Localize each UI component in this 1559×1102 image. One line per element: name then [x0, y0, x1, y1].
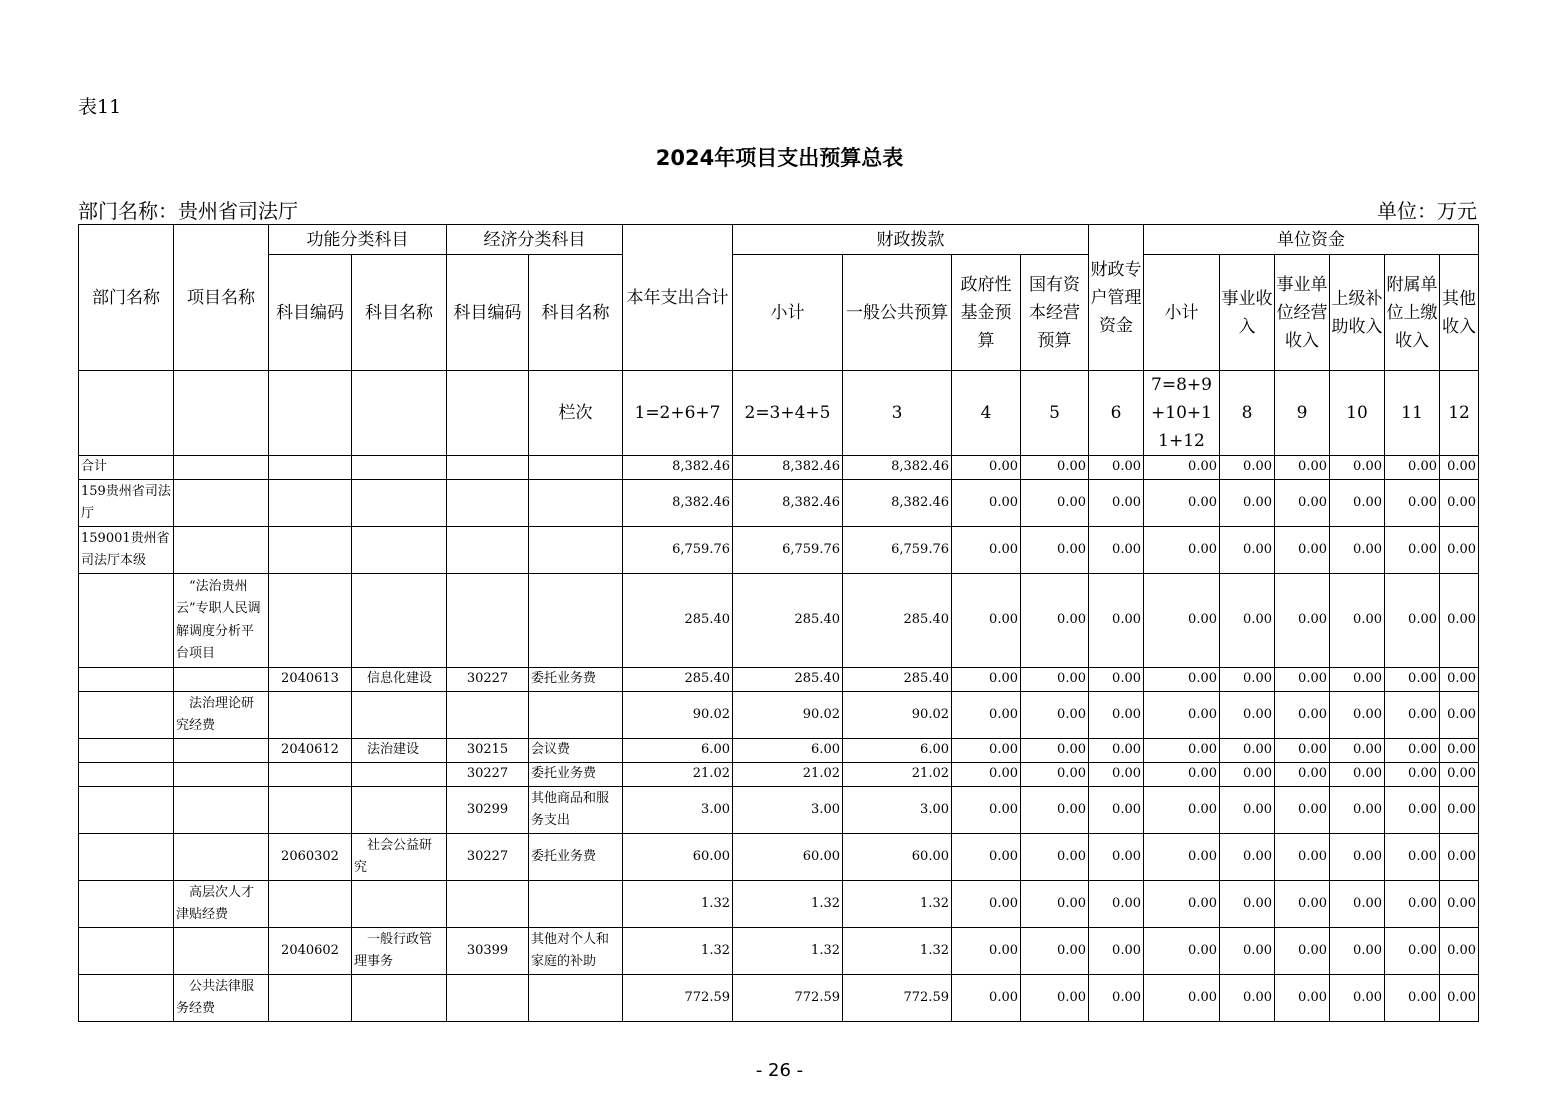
project-cell	[174, 480, 269, 527]
header-general-budget: 一般公共预算	[843, 255, 952, 371]
header-dept-name: 部门名称	[79, 225, 174, 371]
header-fiscal-special: 财政专户管理资金	[1089, 225, 1144, 371]
col-no-9: 9	[1275, 371, 1330, 456]
func-code-cell	[269, 574, 352, 668]
dept-cell	[79, 739, 174, 763]
header-func-name: 科目名称	[352, 255, 447, 371]
econ-code-cell	[447, 480, 529, 527]
amount-cell: 772.59	[733, 975, 843, 1022]
amount-cell: 0.00	[1275, 763, 1330, 787]
table-row	[79, 763, 1479, 787]
amount-cell: 0.00	[1385, 527, 1440, 574]
func-name-cell	[352, 881, 447, 928]
table-row	[79, 928, 1479, 975]
amount-cell: 6.00	[843, 739, 952, 763]
header-unit-funds: 单位资金	[1144, 225, 1479, 255]
econ-name-cell	[529, 975, 623, 1022]
amount-cell: 0.00	[1220, 527, 1275, 574]
amount-cell: 0.00	[1385, 480, 1440, 527]
col-no-12: 12	[1440, 371, 1479, 456]
econ-code-cell: 30227	[447, 834, 529, 881]
amount-cell: 1.32	[733, 928, 843, 975]
header-econ-class: 经济分类科目	[447, 225, 623, 255]
amount-cell: 3.00	[733, 787, 843, 834]
amount-cell: 0.00	[1275, 787, 1330, 834]
econ-name-cell: 其他对个人和家庭的补助	[529, 928, 623, 975]
amount-cell: 0.00	[1220, 574, 1275, 668]
econ-name-cell: 委托业务费	[529, 834, 623, 881]
table-row	[79, 668, 1479, 692]
amount-cell: 8,382.46	[623, 480, 733, 527]
func-code-cell	[269, 881, 352, 928]
func-code-cell	[269, 763, 352, 787]
func-name-cell	[352, 763, 447, 787]
amount-cell: 6.00	[623, 739, 733, 763]
amount-cell: 0.00	[1089, 456, 1144, 480]
amount-cell: 0.00	[952, 480, 1021, 527]
amount-cell: 0.00	[1021, 834, 1089, 881]
col-no-blank	[447, 371, 529, 456]
func-code-cell	[269, 527, 352, 574]
header-econ-name: 科目名称	[529, 255, 623, 371]
project-cell: “法治贵州云”专职人民调解调度分析平台项目	[174, 574, 269, 668]
header-superior-subsidy: 上级补助收入	[1330, 255, 1385, 371]
table-row	[79, 574, 1479, 668]
dept-cell: 合计	[79, 456, 174, 480]
func-name-cell: 法治建设	[352, 739, 447, 763]
amount-cell: 0.00	[952, 692, 1021, 739]
amount-cell: 0.00	[1089, 763, 1144, 787]
amount-cell: 0.00	[1385, 574, 1440, 668]
header-state-capital: 国有资本经营预算	[1021, 255, 1089, 371]
amount-cell: 0.00	[1220, 787, 1275, 834]
amount-cell: 0.00	[1220, 881, 1275, 928]
amount-cell: 0.00	[1220, 668, 1275, 692]
amount-cell: 0.00	[1220, 928, 1275, 975]
col-no-1: 1=2+6+7	[623, 371, 733, 456]
econ-name-cell	[529, 574, 623, 668]
amount-cell: 60.00	[843, 834, 952, 881]
econ-code-cell: 30399	[447, 928, 529, 975]
amount-cell: 0.00	[952, 668, 1021, 692]
amount-cell: 0.00	[1089, 692, 1144, 739]
amount-cell: 0.00	[1330, 480, 1385, 527]
func-name-cell: 信息化建设	[352, 668, 447, 692]
econ-name-cell	[529, 480, 623, 527]
econ-name-cell: 其他商品和服务支出	[529, 787, 623, 834]
department-label: 部门名称：贵州省司法厅	[78, 199, 298, 223]
amount-cell: 772.59	[843, 975, 952, 1022]
amount-cell: 0.00	[1021, 928, 1089, 975]
amount-cell: 0.00	[1330, 692, 1385, 739]
func-name-cell	[352, 456, 447, 480]
amount-cell: 0.00	[1330, 456, 1385, 480]
amount-cell: 0.00	[1275, 527, 1330, 574]
amount-cell: 0.00	[1440, 787, 1479, 834]
project-cell	[174, 928, 269, 975]
amount-cell: 6,759.76	[843, 527, 952, 574]
amount-cell: 0.00	[1021, 480, 1089, 527]
amount-cell: 0.00	[1021, 527, 1089, 574]
func-code-cell: 2040612	[269, 739, 352, 763]
dept-cell	[79, 574, 174, 668]
func-code-cell	[269, 480, 352, 527]
amount-cell: 0.00	[1021, 787, 1089, 834]
amount-cell: 0.00	[1144, 763, 1220, 787]
col-no-11: 11	[1385, 371, 1440, 456]
econ-code-cell: 30227	[447, 763, 529, 787]
project-cell	[174, 787, 269, 834]
amount-cell: 285.40	[623, 574, 733, 668]
project-cell: 高层次人才津贴经费	[174, 881, 269, 928]
econ-code-cell	[447, 456, 529, 480]
amount-cell: 0.00	[1144, 739, 1220, 763]
amount-cell: 0.00	[1220, 834, 1275, 881]
amount-cell: 0.00	[1440, 834, 1479, 881]
amount-cell: 0.00	[1440, 881, 1479, 928]
func-code-cell	[269, 692, 352, 739]
amount-cell: 0.00	[1089, 739, 1144, 763]
col-no-4: 4	[952, 371, 1021, 456]
amount-cell: 0.00	[1330, 975, 1385, 1022]
page-number: - 26 -	[755, 1060, 804, 1081]
amount-cell: 0.00	[952, 975, 1021, 1022]
dept-cell	[79, 787, 174, 834]
func-name-cell	[352, 527, 447, 574]
amount-cell: 0.00	[1089, 574, 1144, 668]
econ-name-cell: 委托业务费	[529, 668, 623, 692]
amount-cell: 0.00	[1089, 787, 1144, 834]
amount-cell: 8,382.46	[843, 480, 952, 527]
header-gov-fund: 政府性基金预算	[952, 255, 1021, 371]
col-no-blank	[352, 371, 447, 456]
amount-cell: 0.00	[1021, 739, 1089, 763]
dept-cell	[79, 692, 174, 739]
col-no-blank	[174, 371, 269, 456]
amount-cell: 0.00	[1220, 456, 1275, 480]
amount-cell: 0.00	[1275, 574, 1330, 668]
amount-cell: 0.00	[1385, 763, 1440, 787]
econ-name-cell	[529, 692, 623, 739]
amount-cell: 0.00	[1275, 975, 1330, 1022]
amount-cell: 0.00	[1144, 928, 1220, 975]
col-no-6: 6	[1089, 371, 1144, 456]
amount-cell: 0.00	[1330, 574, 1385, 668]
table-row	[79, 881, 1479, 928]
amount-cell: 0.00	[1220, 480, 1275, 527]
header-func-code: 科目编码	[269, 255, 352, 371]
amount-cell: 0.00	[1089, 975, 1144, 1022]
budget-table	[78, 224, 1479, 1022]
amount-cell: 0.00	[1440, 480, 1479, 527]
amount-cell: 0.00	[1385, 787, 1440, 834]
amount-cell: 0.00	[1021, 692, 1089, 739]
amount-cell: 0.00	[1220, 763, 1275, 787]
amount-cell: 1.32	[733, 881, 843, 928]
amount-cell: 0.00	[1330, 527, 1385, 574]
amount-cell: 0.00	[1021, 975, 1089, 1022]
amount-cell: 21.02	[623, 763, 733, 787]
project-cell	[174, 834, 269, 881]
amount-cell: 0.00	[1275, 692, 1330, 739]
econ-code-cell	[447, 527, 529, 574]
amount-cell: 0.00	[1385, 668, 1440, 692]
table-row	[79, 834, 1479, 881]
amount-cell: 0.00	[1275, 480, 1330, 527]
func-code-cell	[269, 787, 352, 834]
amount-cell: 0.00	[952, 881, 1021, 928]
dept-cell	[79, 763, 174, 787]
header-other-income: 其他收入	[1440, 255, 1479, 371]
amount-cell: 0.00	[1089, 480, 1144, 527]
amount-cell: 0.00	[1330, 668, 1385, 692]
project-cell	[174, 527, 269, 574]
func-name-cell: 社会公益研究	[352, 834, 447, 881]
amount-cell: 0.00	[1385, 692, 1440, 739]
dept-cell	[79, 881, 174, 928]
header-fiscal: 财政拨款	[733, 225, 1089, 255]
econ-code-cell	[447, 881, 529, 928]
amount-cell: 0.00	[1440, 456, 1479, 480]
func-name-cell	[352, 480, 447, 527]
amount-cell: 0.00	[1440, 527, 1479, 574]
table-row	[79, 975, 1479, 1022]
amount-cell: 0.00	[952, 527, 1021, 574]
amount-cell: 3.00	[623, 787, 733, 834]
amount-cell: 3.00	[843, 787, 952, 834]
header-func-class: 功能分类科目	[269, 225, 447, 255]
amount-cell: 0.00	[1275, 928, 1330, 975]
amount-cell: 285.40	[733, 574, 843, 668]
amount-cell: 0.00	[1440, 739, 1479, 763]
project-cell	[174, 763, 269, 787]
amount-cell: 0.00	[1275, 881, 1330, 928]
econ-name-cell: 委托业务费	[529, 763, 623, 787]
econ-code-cell	[447, 574, 529, 668]
amount-cell: 0.00	[952, 456, 1021, 480]
col-no-blank	[269, 371, 352, 456]
col-no-3: 3	[843, 371, 952, 456]
func-name-cell	[352, 787, 447, 834]
amount-cell: 0.00	[1275, 456, 1330, 480]
table-row	[79, 739, 1479, 763]
amount-cell: 0.00	[1089, 834, 1144, 881]
header-econ-code: 科目编码	[447, 255, 529, 371]
econ-name-cell	[529, 527, 623, 574]
amount-cell: 0.00	[1440, 975, 1479, 1022]
amount-cell: 8,382.46	[733, 480, 843, 527]
econ-name-cell: 会议费	[529, 739, 623, 763]
header-project-name: 项目名称	[174, 225, 269, 371]
amount-cell: 0.00	[1385, 456, 1440, 480]
amount-cell: 90.02	[733, 692, 843, 739]
col-no-5: 5	[1021, 371, 1089, 456]
amount-cell: 0.00	[1089, 527, 1144, 574]
func-name-cell: 一般行政管理事务	[352, 928, 447, 975]
amount-cell: 60.00	[623, 834, 733, 881]
amount-cell: 772.59	[623, 975, 733, 1022]
amount-cell: 8,382.46	[843, 456, 952, 480]
amount-cell: 0.00	[1089, 668, 1144, 692]
func-code-cell	[269, 975, 352, 1022]
amount-cell: 0.00	[1144, 527, 1220, 574]
amount-cell: 1.32	[843, 928, 952, 975]
amount-cell: 0.00	[1385, 739, 1440, 763]
amount-cell: 0.00	[1440, 928, 1479, 975]
header-fiscal-subtotal: 小计	[733, 255, 843, 371]
amount-cell: 8,382.46	[623, 456, 733, 480]
header-total: 本年支出合计	[623, 225, 733, 371]
amount-cell: 21.02	[733, 763, 843, 787]
table-row	[79, 480, 1479, 527]
amount-cell: 0.00	[1330, 928, 1385, 975]
project-cell	[174, 668, 269, 692]
amount-cell: 285.40	[623, 668, 733, 692]
page-title: 2024年项目支出预算总表	[655, 146, 904, 170]
dept-cell: 159贵州省司法厅	[79, 480, 174, 527]
amount-cell: 0.00	[1021, 881, 1089, 928]
amount-cell: 0.00	[1144, 668, 1220, 692]
func-name-cell	[352, 975, 447, 1022]
amount-cell: 0.00	[1021, 456, 1089, 480]
amount-cell: 0.00	[1275, 668, 1330, 692]
func-code-cell: 2040613	[269, 668, 352, 692]
amount-cell: 0.00	[1385, 975, 1440, 1022]
table-row	[79, 527, 1479, 574]
amount-cell: 0.00	[1220, 692, 1275, 739]
econ-code-cell	[447, 975, 529, 1022]
dept-cell	[79, 668, 174, 692]
func-name-cell	[352, 574, 447, 668]
amount-cell: 0.00	[952, 834, 1021, 881]
amount-cell: 285.40	[733, 668, 843, 692]
amount-cell: 0.00	[952, 763, 1021, 787]
amount-cell: 0.00	[1144, 574, 1220, 668]
amount-cell: 0.00	[1021, 763, 1089, 787]
amount-cell: 6,759.76	[733, 527, 843, 574]
amount-cell: 0.00	[952, 574, 1021, 668]
amount-cell: 8,382.46	[733, 456, 843, 480]
unit-label: 单位：万元	[1377, 199, 1477, 223]
func-code-cell: 2060302	[269, 834, 352, 881]
header-operating-income: 事业单位经营收入	[1275, 255, 1330, 371]
amount-cell: 6.00	[733, 739, 843, 763]
col-no-10: 10	[1330, 371, 1385, 456]
table-row	[79, 456, 1479, 480]
col-no-label: 栏次	[529, 371, 623, 456]
col-no-7: 7=8+9+10+11+12	[1144, 371, 1220, 456]
amount-cell: 0.00	[1144, 456, 1220, 480]
amount-cell: 90.02	[623, 692, 733, 739]
amount-cell: 285.40	[843, 668, 952, 692]
header-business-income: 事业收入	[1220, 255, 1275, 371]
func-code-cell: 2040602	[269, 928, 352, 975]
dept-cell	[79, 928, 174, 975]
amount-cell: 0.00	[952, 928, 1021, 975]
amount-cell: 0.00	[1330, 834, 1385, 881]
amount-cell: 0.00	[1220, 975, 1275, 1022]
econ-code-cell: 30299	[447, 787, 529, 834]
amount-cell: 0.00	[1089, 881, 1144, 928]
amount-cell: 1.32	[623, 881, 733, 928]
amount-cell: 0.00	[1385, 881, 1440, 928]
amount-cell: 90.02	[843, 692, 952, 739]
amount-cell: 0.00	[1144, 975, 1220, 1022]
amount-cell: 0.00	[1144, 787, 1220, 834]
amount-cell: 0.00	[1089, 928, 1144, 975]
project-cell	[174, 456, 269, 480]
table-row	[79, 787, 1479, 834]
dept-cell: 159001贵州省司法厅本级	[79, 527, 174, 574]
econ-code-cell: 30227	[447, 668, 529, 692]
econ-name-cell	[529, 881, 623, 928]
amount-cell: 0.00	[1440, 668, 1479, 692]
amount-cell: 0.00	[1440, 692, 1479, 739]
dept-cell	[79, 834, 174, 881]
amount-cell: 6,759.76	[623, 527, 733, 574]
amount-cell: 0.00	[1330, 763, 1385, 787]
amount-cell: 0.00	[1275, 834, 1330, 881]
amount-cell: 0.00	[1385, 834, 1440, 881]
amount-cell: 0.00	[1021, 668, 1089, 692]
func-name-cell	[352, 692, 447, 739]
header-affiliated-income: 附属单位上缴收入	[1385, 255, 1440, 371]
col-no-2: 2=3+4+5	[733, 371, 843, 456]
econ-code-cell: 30215	[447, 739, 529, 763]
project-cell: 法治理论研究经费	[174, 692, 269, 739]
amount-cell: 0.00	[1144, 692, 1220, 739]
amount-cell: 0.00	[1220, 739, 1275, 763]
amount-cell: 0.00	[1144, 480, 1220, 527]
amount-cell: 0.00	[1440, 574, 1479, 668]
econ-name-cell	[529, 456, 623, 480]
amount-cell: 0.00	[1385, 928, 1440, 975]
table-row	[79, 692, 1479, 739]
amount-cell: 0.00	[952, 739, 1021, 763]
amount-cell: 0.00	[1144, 834, 1220, 881]
amount-cell: 0.00	[1440, 763, 1479, 787]
project-cell: 公共法律服务经费	[174, 975, 269, 1022]
header-unit-subtotal: 小计	[1144, 255, 1220, 371]
amount-cell: 0.00	[1330, 787, 1385, 834]
amount-cell: 0.00	[1021, 574, 1089, 668]
amount-cell: 1.32	[843, 881, 952, 928]
col-no-8: 8	[1220, 371, 1275, 456]
amount-cell: 285.40	[843, 574, 952, 668]
project-cell	[174, 739, 269, 763]
dept-cell	[79, 975, 174, 1022]
amount-cell: 0.00	[952, 787, 1021, 834]
amount-cell: 0.00	[1330, 739, 1385, 763]
amount-cell: 0.00	[1330, 881, 1385, 928]
amount-cell: 0.00	[1144, 881, 1220, 928]
func-code-cell	[269, 456, 352, 480]
col-no-blank	[79, 371, 174, 456]
table-number: 表11	[78, 96, 122, 118]
amount-cell: 0.00	[1275, 739, 1330, 763]
econ-code-cell	[447, 692, 529, 739]
amount-cell: 1.32	[623, 928, 733, 975]
amount-cell: 21.02	[843, 763, 952, 787]
amount-cell: 60.00	[733, 834, 843, 881]
